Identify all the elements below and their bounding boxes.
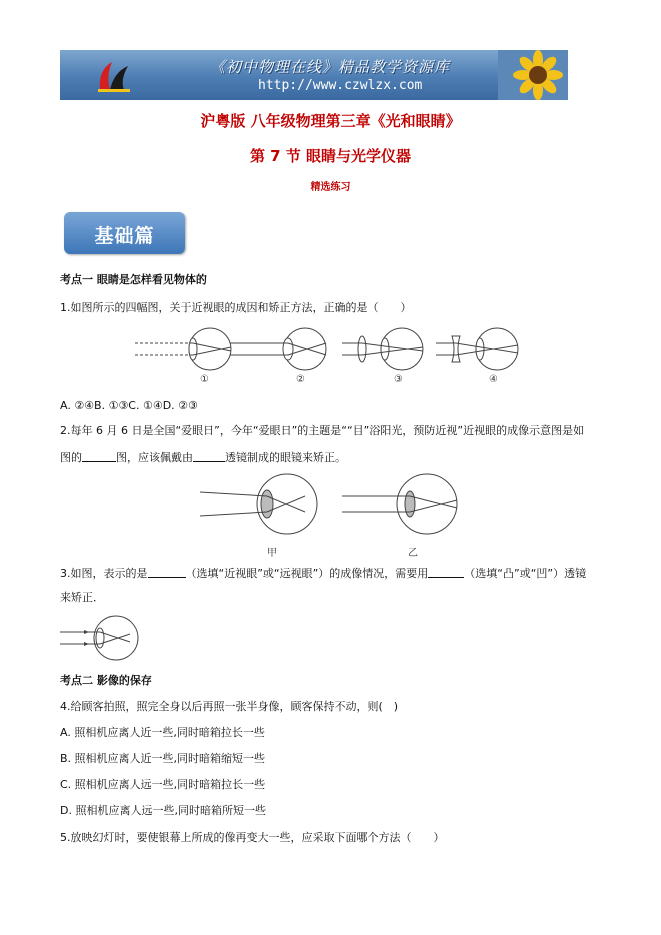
eye-diagram-jia [200,474,317,559]
question-4-option-a: A. 照相机应离人近一些,同时暗箱拉长一些 [60,726,265,739]
sunflower-icon [498,50,568,100]
figure-label-1: ① [200,374,209,385]
figure-label-2: ② [296,374,305,385]
eye-diagram-q3 [60,616,138,660]
answer-blank-3[interactable] [148,566,186,578]
eye-diagram-yi [342,474,457,559]
figure-label-4: ④ [489,374,498,385]
question-5-text: 5.放映幻灯时，要使银幕上所成的像再变大一些，应采取下面哪个方法（ ） [60,831,445,844]
question-3-line-1 [60,566,586,582]
question-3-text-b: （选填“近视眼”或“远视眼”）的成像情况，需要用 [185,567,429,580]
answer-blank-4[interactable] [428,566,464,578]
figure-label-yi: 乙 [408,548,418,559]
question-2-text-b: 图，应该佩戴由 [116,451,193,464]
question-2-line-2 [60,450,346,466]
topic-heading-2: 考点二 影像的保存 [60,674,152,687]
question-1-options: A. ②④B. ①③C. ①④D. ②③ [60,399,198,412]
section-title: 第 7 节 眼睛与光学仪器 [249,147,412,165]
question-3-figure [58,612,148,664]
page-title: 沪粤版 八年级物理第三章《光和眼睛》 [200,112,461,130]
question-2-line-1: 2.每年 6 月 6 日是全国“爱眼日”，今年“爱眼日”的主题是““目”浴阳光，预防近视”近视眼的成像示意图是如 [60,424,585,437]
page-subtitle: 精选练习 [310,182,351,193]
level-badge-label: 基础篇 [94,225,155,247]
banner-url[interactable]: http://www.czwlzx.com [258,78,423,93]
eye-diagram-2 [230,328,326,385]
question-1-text: 1.如图所示的四幅图，关于近视眼的成因和矫正方法，正确的是（ ） [60,301,412,314]
question-2-text-a: 图的 [60,451,82,464]
question-3-text-a: 3.如图，表示的是 [60,567,148,580]
question-3-line-2: 来矫正． [60,591,104,604]
question-4-option-d: D. 照相机应离人远一些,同时暗箱所短一些 [60,804,266,817]
question-4-text: 4.给顾客拍照，照完全身以后再照一张半身像，顾客保持不动，则( ) [60,700,399,713]
topic-heading-1: 考点一 眼睛是怎样看见物体的 [60,273,207,286]
answer-blank-2[interactable] [193,450,225,462]
question-2-figure [195,472,475,564]
question-1-figure [130,325,530,387]
question-4-option-b: B. 照相机应离人近一些,同时暗箱缩短一些 [60,752,266,765]
eye-diagram-1 [135,328,231,385]
figure-label-jia: 甲 [267,548,277,559]
eye-diagram-4 [436,328,518,385]
eye-diagram-3 [342,328,423,385]
figure-label-3: ③ [394,374,403,385]
question-2-text-c: 透镜制成的眼镜来矫正。 [225,451,346,464]
question-4-option-c: C. 照相机应离人远一些,同时暗箱拉长一些 [60,778,266,791]
site-logo-icon [94,56,134,96]
level-badge [64,212,185,254]
header-banner [60,50,568,100]
question-3-text-c: （选填“凸”或“凹”）透镜 [464,567,587,580]
answer-blank-1[interactable] [82,450,116,462]
banner-title: 《初中物理在线》精品教学资源库 [210,58,451,76]
